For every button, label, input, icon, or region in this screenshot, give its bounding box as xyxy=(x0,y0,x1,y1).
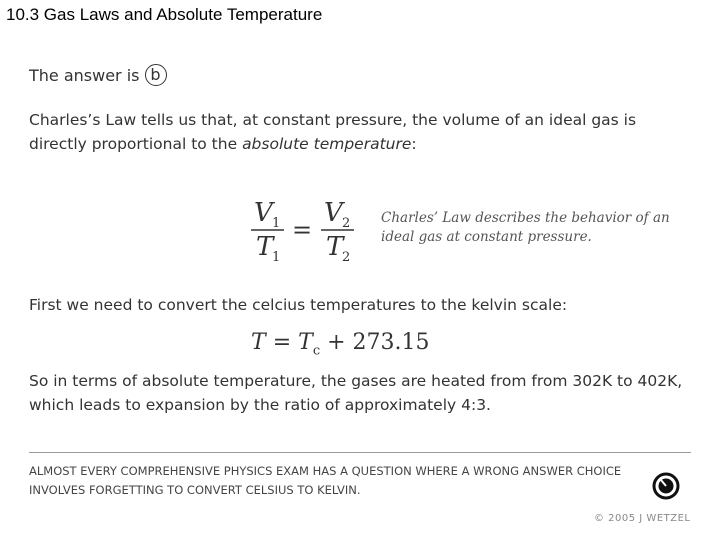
clock-icon xyxy=(652,472,680,500)
v1-subscript: 1 xyxy=(272,216,281,231)
v2-symbol: V xyxy=(324,198,343,228)
copyright-notice: © 2005 J WETZEL xyxy=(594,513,691,524)
footnote-text: ALMOST EVERY COMPREHENSIVE PHYSICS EXAM HAS A QUESTION WHERE A WRONG ANSWER CHOICE INVOLVES FORGETTING TO CONVERT CELSIUS TO KELVIN. xyxy=(29,464,622,497)
t2-subscript: 2 xyxy=(342,250,351,265)
tc-symbol: T xyxy=(298,330,313,355)
kelvin-equals: = xyxy=(272,330,292,355)
answer-line xyxy=(29,64,167,86)
kelvin-equation xyxy=(251,330,430,358)
v2-subscript: 2 xyxy=(342,216,351,231)
charles-text: Charles’s Law tells us that, at constant pressure, the volume of an ideal gas is directly proportional to the xyxy=(29,111,637,153)
convert-paragraph: First we need to convert the celcius temperatures to the kelvin scale: xyxy=(29,296,568,314)
charles-law-fraction xyxy=(248,193,388,265)
charles-emphasis: absolute temperature xyxy=(242,135,412,153)
charles-colon: : xyxy=(411,135,417,153)
conclusion-paragraph: So in terms of absolute temperature, the gases are heated from from 302K to 402K, which leads to expansion by the ratio of approximately 4:3. xyxy=(29,372,683,414)
footnote-divider xyxy=(29,452,691,453)
charles-law-equation xyxy=(248,193,388,265)
equation-note: Charles’ Law describes the behavior of an ideal gas at constant pressure. xyxy=(381,210,670,245)
v1-symbol: V xyxy=(254,198,273,228)
kelvin-offset: + 273.15 xyxy=(327,330,430,355)
t1-subscript: 1 xyxy=(272,250,281,265)
t-symbol: T xyxy=(251,330,266,355)
charles-law-paragraph xyxy=(29,108,689,156)
t2-symbol: T xyxy=(326,232,344,262)
page-title: 10.3 Gas Laws and Absolute Temperature xyxy=(6,5,323,24)
equals-sign: = xyxy=(292,216,313,244)
tc-subscript: c xyxy=(312,343,321,359)
answer-prefix: The answer is xyxy=(29,65,140,85)
t1-symbol: T xyxy=(256,232,274,262)
answer-choice: b xyxy=(145,64,167,86)
